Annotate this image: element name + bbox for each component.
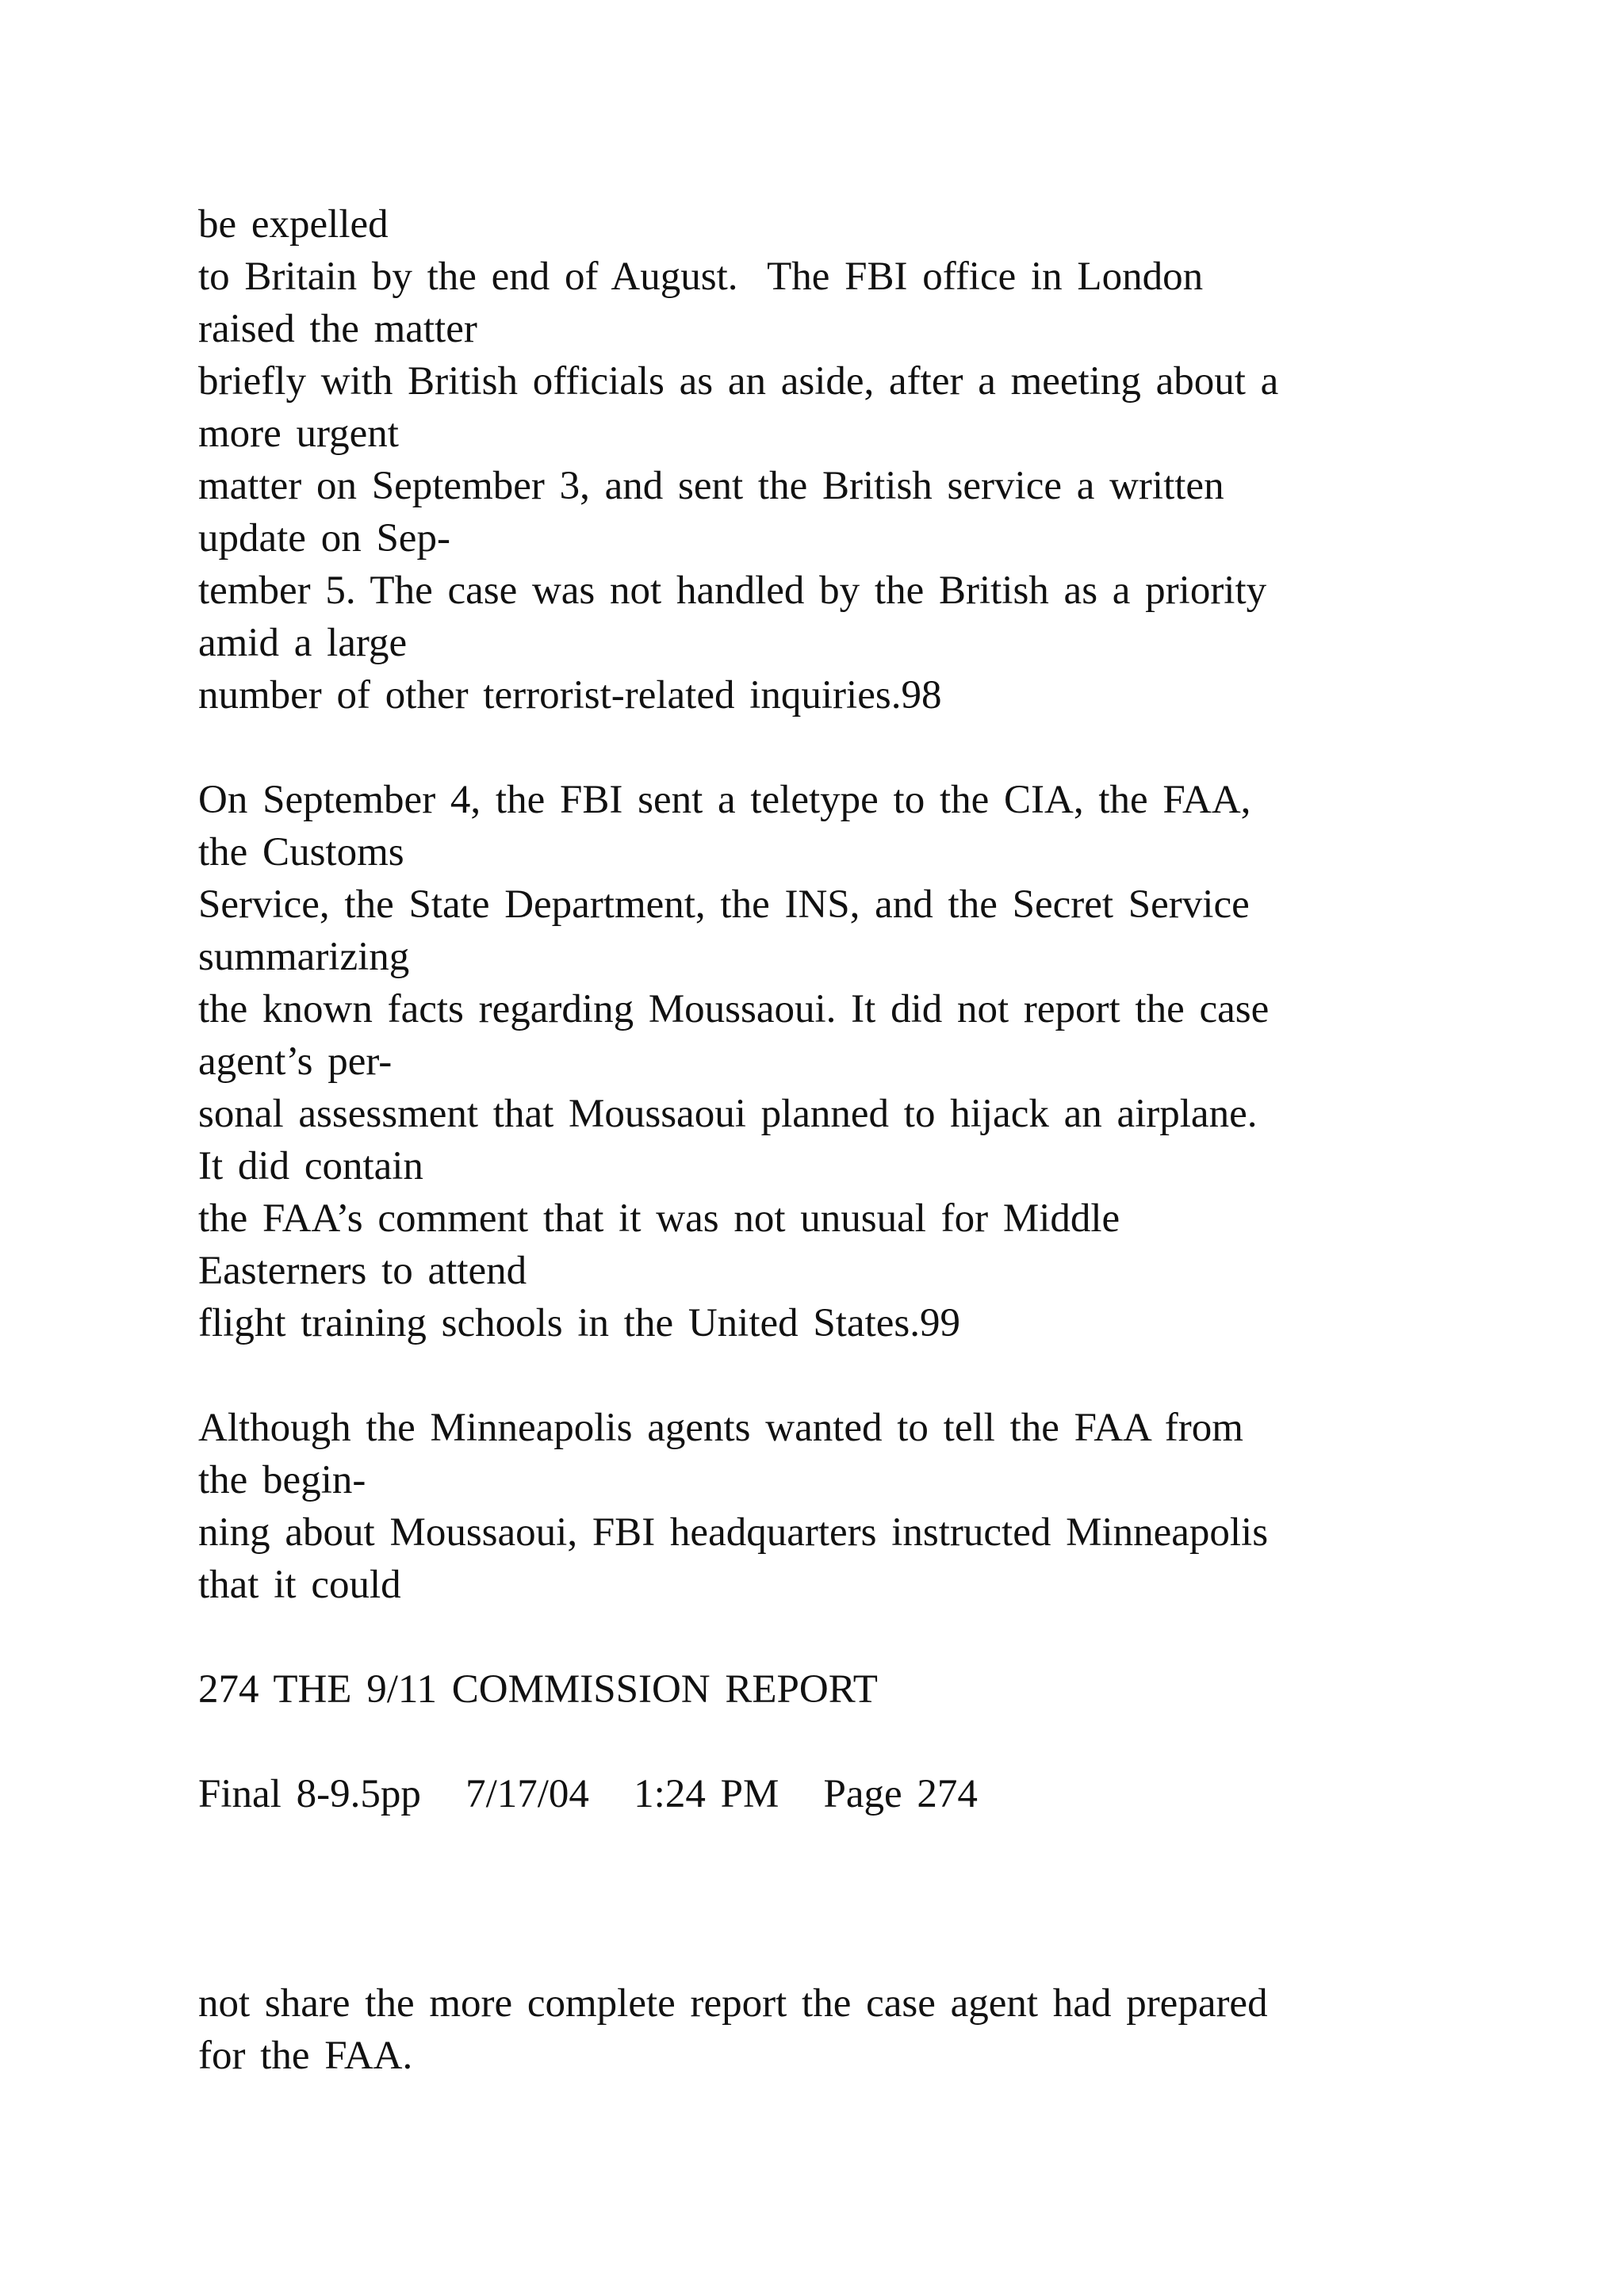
text-line: that it could — [198, 1563, 401, 1607]
text-line: amid a large — [198, 621, 408, 665]
text-line: briefly with British officials as an aside, after a meeting about a — [198, 359, 1279, 404]
text-line: It did contain — [198, 1144, 423, 1188]
text-line: the Customs — [198, 830, 404, 874]
text-line: for the FAA. — [198, 2034, 413, 2078]
text-line: raised the matter — [198, 307, 477, 351]
text-line: the begin- — [198, 1458, 366, 1502]
text-line: the FAA’s comment that it was not unusual for Middle — [198, 1196, 1120, 1241]
text-line: sonal assessment that Moussaoui planned to hijack an airplane. — [198, 1092, 1258, 1136]
paragraph-britain-expulsion — [198, 198, 1546, 721]
footer-text: 274 THE 9/11 COMMISSION REPORT — [198, 1667, 878, 1712]
text-line: the known facts regarding Moussaoui. It did not report the case — [198, 987, 1270, 1031]
text-line: Although the Minneapolis agents wanted to tell the FAA from — [198, 1406, 1243, 1450]
running-footer — [198, 1663, 1546, 1716]
text-line: ning about Moussaoui, FBI headquarters instructed Minneapolis — [198, 1510, 1269, 1555]
text-line: not share the more complete report the case agent had prepared — [198, 1981, 1268, 2026]
text-line: On September 4, the FBI sent a teletype to the CIA, the FAA, — [198, 778, 1251, 822]
text-line: Easterners to attend — [198, 1249, 527, 1293]
text-line: be expelled — [198, 202, 389, 247]
text-line: more urgent — [198, 411, 399, 456]
paragraph-minneapolis-agents — [198, 1402, 1546, 1611]
text-line: flight training schools in the United States.99 — [198, 1301, 960, 1345]
print-slug — [198, 1768, 1546, 1820]
text-line: to Britain by the end of August. The FBI office in London — [198, 254, 1204, 299]
text-line: agent’s per- — [198, 1039, 393, 1084]
paragraph-complete-report — [198, 1977, 1546, 2082]
paragraph-fbi-teletype — [198, 774, 1546, 1349]
text-line: number of other terrorist-related inquiries.98 — [198, 673, 942, 718]
text-line: matter on September 3, and sent the British service a written — [198, 464, 1224, 508]
text-line: update on Sep- — [198, 516, 450, 561]
slug-text: Final 8-9.5pp 7/17/04 1:24 PM Page 274 — [198, 1772, 978, 1816]
text-line: tember 5. The case was not handled by the British as a priority — [198, 568, 1267, 613]
text-line: summarizing — [198, 935, 410, 979]
text-line: Service, the State Department, the INS, and the Secret Service — [198, 882, 1250, 927]
